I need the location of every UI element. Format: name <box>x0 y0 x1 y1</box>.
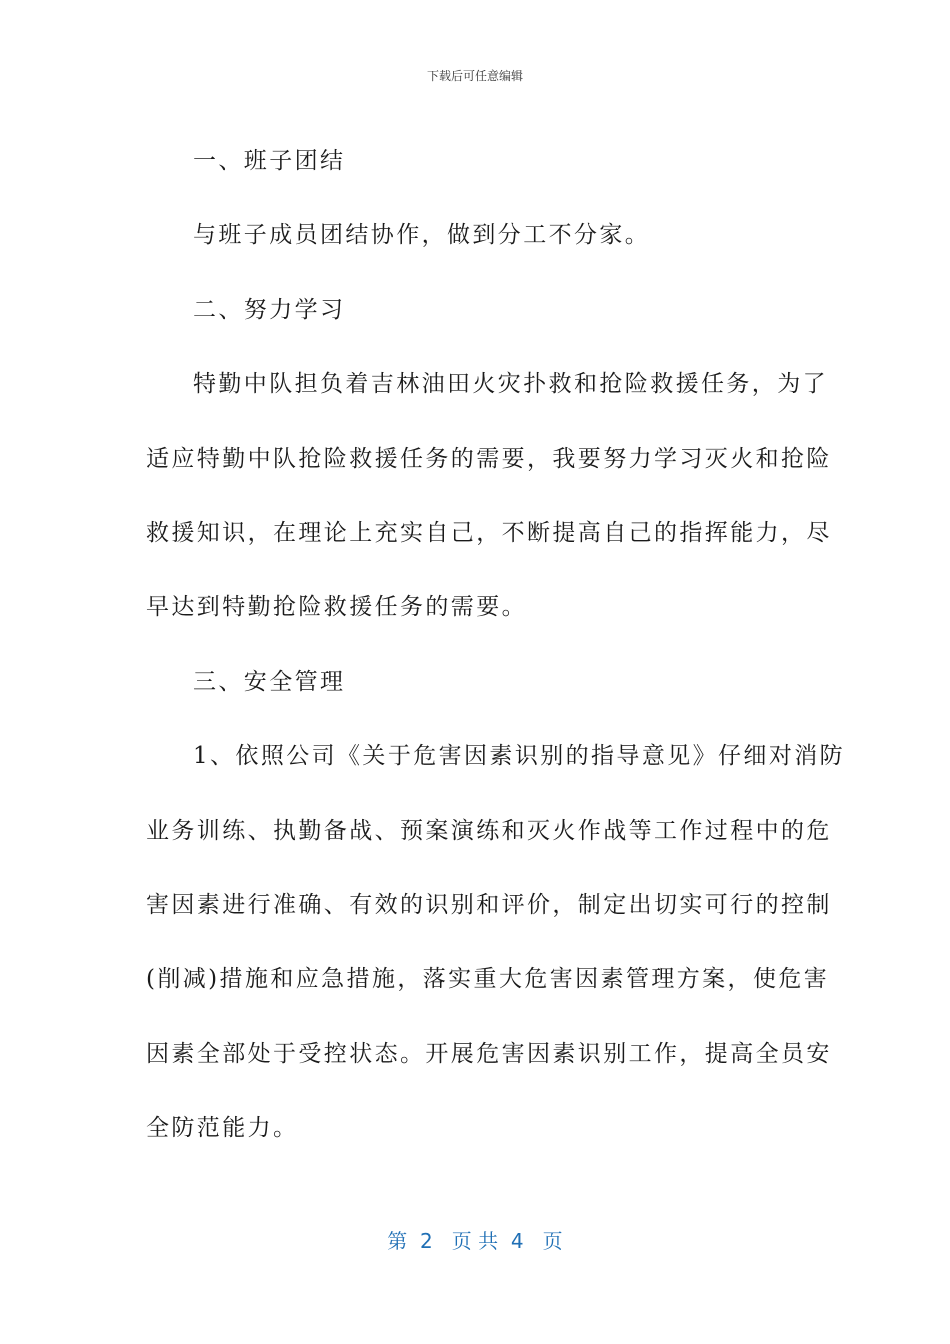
paragraph-line: 因素全部处于受控状态。开展危害因素识别工作，提高全员安 <box>146 1040 832 1067</box>
paragraph-line: 1、依照公司《关于危害因素识别的指导意见》仔细对消防 <box>193 743 846 770</box>
paragraph-line: 害因素进行准确、有效的识别和评价，制定出切实可行的控制 <box>146 891 832 918</box>
paragraph-line: (削减)措施和应急措施，落实重大危害因素管理方案，使危害 <box>146 966 830 993</box>
paragraph-line: 业务训练、执勤备战、预案演练和灭火作战等工作过程中的危 <box>146 817 832 844</box>
document-body <box>146 124 846 1165</box>
paragraph-line: 救援知识，在理论上充实自己，不断提高自己的指挥能力，尽 <box>146 519 832 546</box>
page-number-footer: 第 2 页 共 4 页 <box>387 1229 563 1253</box>
paragraph-line: 全防范能力。 <box>146 1115 299 1142</box>
section-heading-2: 二、努力学习 <box>193 296 346 323</box>
section-heading-3: 三、安全管理 <box>193 668 346 695</box>
header-note: 下载后可任意编辑 <box>426 69 523 83</box>
section-heading-1: 一、班子团结 <box>193 148 346 174</box>
paragraph-line: 特勤中队担负着吉林油田火灾扑救和抢险救援任务，为了 <box>193 371 828 398</box>
paragraph-line: 早达到特勤抢险救援任务的需要。 <box>146 594 527 621</box>
paragraph-line: 适应特勤中队抢险救援任务的需要，我要努力学习灭火和抢险 <box>146 445 832 472</box>
section-1-body: 与班子成员团结协作，做到分工不分家。 <box>193 222 651 249</box>
